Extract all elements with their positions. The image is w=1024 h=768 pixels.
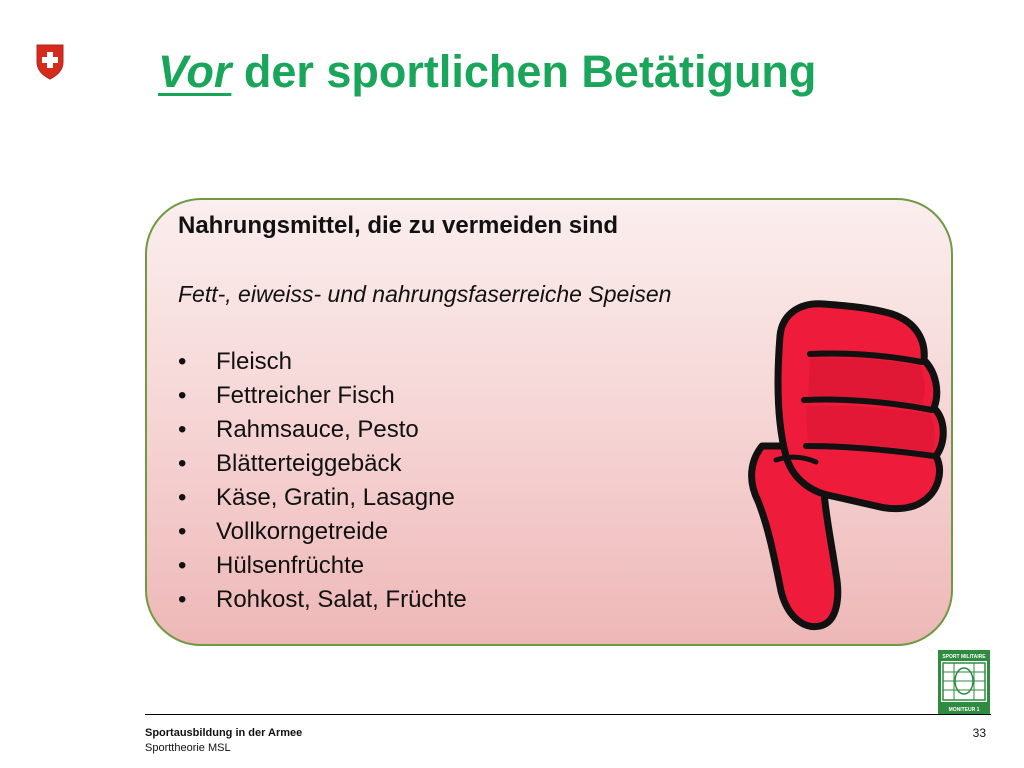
- title-emphasis: Vor: [158, 46, 232, 97]
- list-item-text: Fleisch: [216, 348, 293, 375]
- list-item-text: Rahmsauce, Pesto: [216, 416, 419, 443]
- list-item: [178, 345, 467, 379]
- list-item: [178, 413, 467, 447]
- box-subheading: Fett-, eiweiss- und nahrungsfaserreiche Speisen: [178, 281, 672, 307]
- page-number: 33: [972, 726, 986, 740]
- bullet: •: [178, 586, 187, 613]
- footer-text: [145, 726, 302, 756]
- list-item: [178, 379, 467, 413]
- box-heading: Nahrungsmittel, die zu vermeiden sind: [178, 212, 619, 239]
- list-item-text: Rohkost, Salat, Früchte: [216, 586, 467, 613]
- list-item-text: Fettreicher Fisch: [216, 382, 395, 409]
- sport-militaire-logo-icon: [938, 650, 990, 714]
- bullet: •: [178, 484, 187, 511]
- food-list: [178, 345, 467, 617]
- bullet: •: [178, 416, 187, 443]
- swiss-crest-icon: [36, 44, 64, 80]
- logo-bottom-text: MONITEUR 1: [948, 707, 980, 713]
- bullet: •: [178, 552, 187, 579]
- title-rest: der sportlichen Betätigung: [231, 46, 817, 97]
- bullet: •: [178, 348, 187, 375]
- page-title: [158, 46, 816, 98]
- thumbs-down-icon: [740, 296, 950, 636]
- list-item-text: Blätterteiggebäck: [216, 450, 402, 477]
- bullet: •: [178, 518, 187, 545]
- footer-line2: Sporttheorie MSL: [145, 742, 231, 754]
- list-item: [178, 447, 467, 481]
- bullet: •: [178, 382, 187, 409]
- footer-line1: Sportausbildung in der Armee: [145, 727, 303, 739]
- list-item: [178, 549, 467, 583]
- bullet: •: [178, 450, 187, 477]
- logo-top-text: SPORT MILITAIRE: [942, 654, 986, 660]
- list-item: [178, 481, 467, 515]
- list-item-text: Hülsenfrüchte: [216, 552, 365, 579]
- list-item: [178, 515, 467, 549]
- list-item-text: Käse, Gratin, Lasagne: [216, 484, 455, 511]
- list-item-text: Vollkorngetreide: [216, 518, 389, 545]
- footer-divider: [145, 714, 991, 715]
- list-item: [178, 583, 467, 617]
